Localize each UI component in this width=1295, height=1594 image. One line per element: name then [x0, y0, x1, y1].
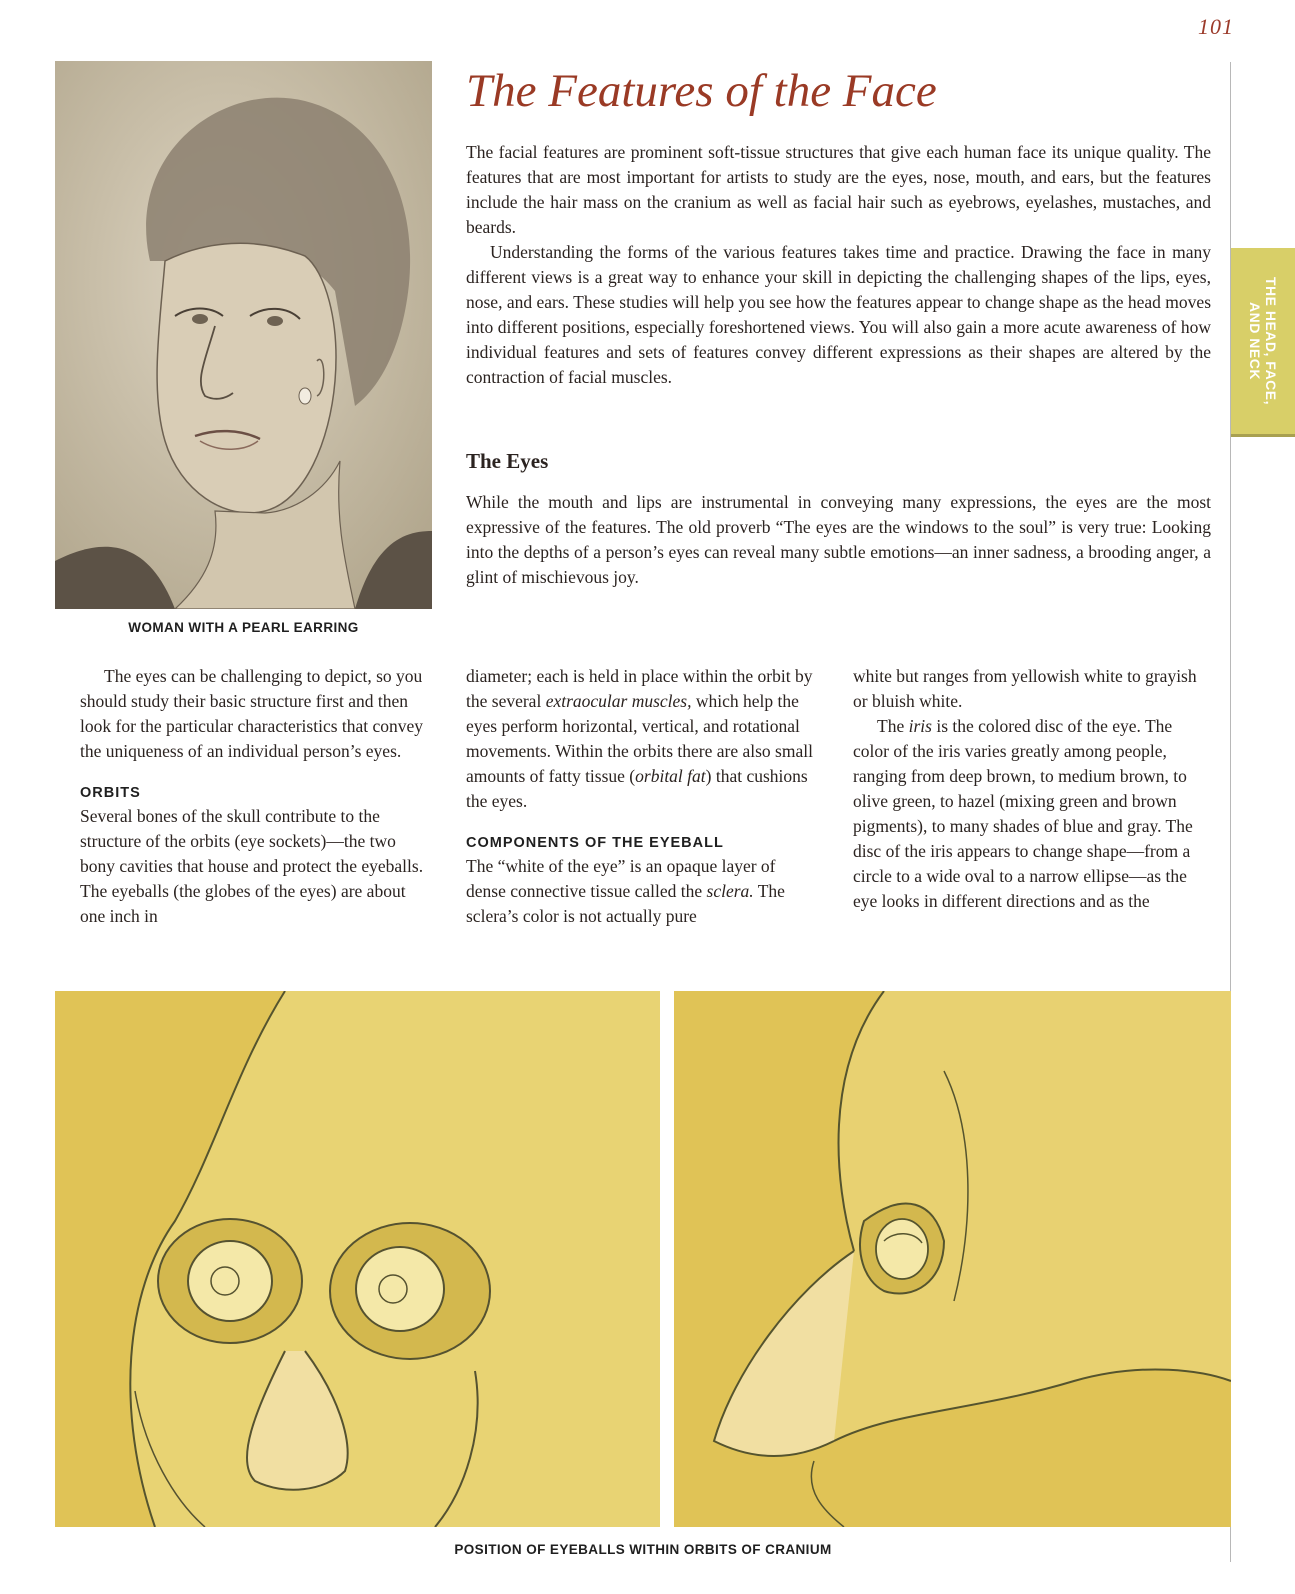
portrait-caption: WOMAN WITH A PEARL EARRING	[128, 620, 359, 635]
text-run: The “white of the eye” is an opaque layer of dense connective tissue called the	[466, 856, 776, 901]
eyes-heading: The Eyes	[466, 449, 549, 473]
column-2-paragraph-2	[466, 854, 816, 929]
text-run: The sclera’s color is not actually pure	[466, 881, 785, 926]
text-run: diameter; each is held in place within the orbit by the several	[466, 666, 813, 711]
skull-profile-sketch	[674, 991, 1231, 1527]
term-extraocular-muscles: extraocular muscles,	[545, 691, 692, 711]
term-sclera: sclera.	[706, 881, 754, 901]
skull-profile-image	[674, 991, 1231, 1527]
text-run: The	[877, 716, 909, 736]
chapter-tab-label: THE HEAD, FACE, AND NECK	[1247, 276, 1279, 406]
column-1-paragraph-2: Several bones of the skull contribute to the structure of the orbits (eye sockets)—the two bony cavities that house and protect the eyeballs. The eyeballs (the globes of the eyes) are about one inch in	[80, 806, 424, 926]
components-heading: COMPONENTS OF THE EYEBALL	[466, 835, 724, 851]
portrait-sketch-image	[55, 61, 432, 609]
intro-paragraph-2: Understanding the forms of the various features takes time and practice. Drawing the face in many different views is a great way to enhance your skill in depicting the challenging shapes of the lips, eyes, nose, and ears. These studies will help you see how the features appear to change shape as the head moves into different positions, especially foreshortened views. You will also gain a more acute awareness of how individual features and sets of features convey different expressions as their shapes are altered by the contraction of facial muscles.	[466, 242, 1211, 387]
column-3-paragraph-2	[853, 714, 1198, 914]
skull-front-sketch	[55, 991, 660, 1527]
text-column-2	[466, 664, 816, 929]
text-run: ) that cushions the eyes.	[466, 766, 808, 811]
eyes-intro-paragraph: While the mouth and lips are instrumental in conveying many expressions, the eyes are the most expressive of the features. The old proverb “The eyes are the windows to the soul” is very true: Looking into the depths of a person’s eyes can reveal many subtle emotions—an inner sadness, a brooding anger, a glint of mischievous joy.	[466, 492, 1211, 587]
page-title: The Features of the Face	[466, 65, 937, 117]
term-iris: iris	[908, 716, 932, 736]
intro-section	[466, 140, 1211, 390]
intro-paragraph-1: The facial features are prominent soft-tissue structures that give each human face its unique quality. The features that are most important for artists to study are the eyes, nose, mouth, and ears, but the features include the hair mass on the cranium as well as facial hair such as eyebrows, eyelashes, mustaches, and beards.	[466, 142, 1211, 237]
column-1-paragraph-1: The eyes can be challenging to depict, so you should study their basic structure first and then look for the particular characteristics that convey the uniqueness of an individual person’s eyes.	[80, 666, 424, 761]
text-run: is the colored disc of the eye. The color of the iris varies greatly among people, ranging from deep brown, to medium brown, to olive green, to hazel (mixing green and brown pigments), to many shades of blue and gray. The disc of the iris appears to change shape—from a circle to a wide oval to a narrow ellipse—as the eye looks in different directions and as the	[853, 716, 1193, 911]
column-2-paragraph-1	[466, 664, 816, 814]
text-column-3	[853, 664, 1198, 914]
column-3-paragraph-1: white but ranges from yellowish white to grayish or bluish white.	[853, 666, 1197, 711]
portrait-drawing	[55, 61, 432, 609]
chapter-tab[interactable]	[1231, 248, 1295, 437]
sketches-caption: POSITION OF EYEBALLS WITHIN ORBITS OF CRANIUM	[454, 1542, 832, 1557]
term-orbital-fat: orbital fat	[635, 766, 706, 786]
text-column-1	[80, 664, 425, 929]
text-run: which help the eyes perform horizontal, vertical, and rotational movements. Within the orbits there are also small amounts of fatty tissue (	[466, 691, 813, 786]
orbits-heading: ORBITS	[80, 785, 141, 801]
page-number: 101	[1198, 14, 1234, 39]
skull-front-image	[55, 991, 660, 1527]
